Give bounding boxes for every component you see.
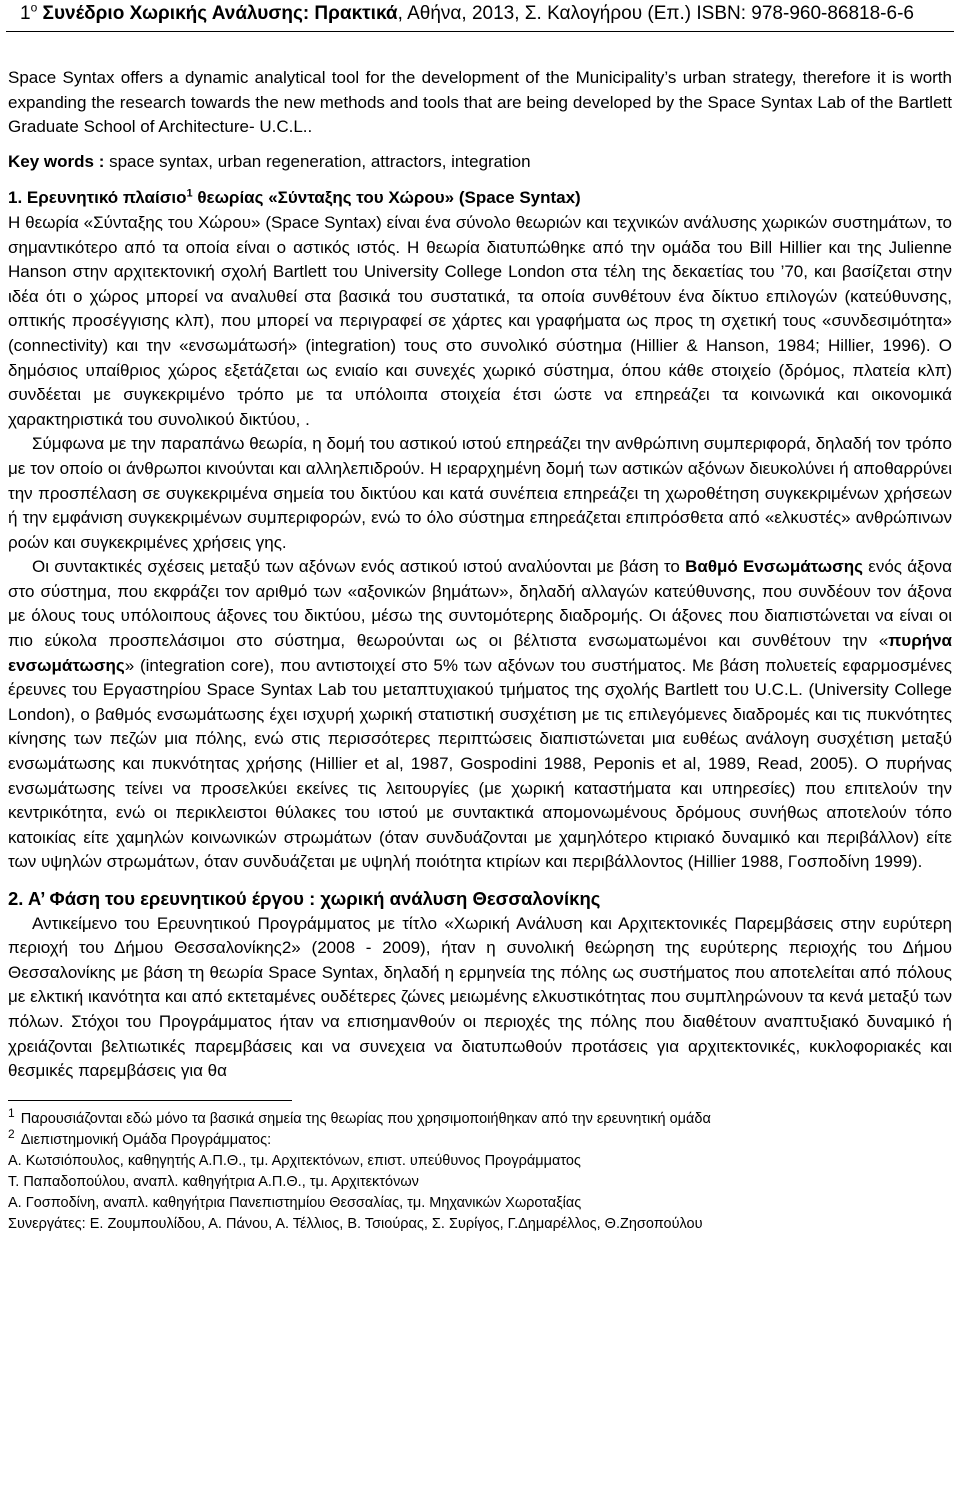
keywords [8,150,952,175]
page-header [20,2,950,28]
p3-bold-term-2: πυρήνα ενσωμάτωσης [8,631,952,675]
team-member: Τ. Παπαδοπούλου, αναπλ. καθηγήτρια Α.Π.Θ., τμ. Αρχιτεκτόνων [8,1173,419,1190]
section-1-number: 1. [8,188,23,208]
team-member: Α. Γοσποδίνη, αναπλ. καθηγήτρια Πανεπιστημίου Θεσσαλίας, τμ. Μηχανικών Χωροταξίας [8,1194,582,1211]
header-number: 1 [20,3,31,24]
section-1-paragraph-1: Η θεωρία «Σύνταξης του Χώρου» (Space Syntax) είναι ένα σύνολο θεωριών και τεχνικών ανάλυσης χωρικών συστημάτων, το σημαντικότερο από τα οποία είναι ο αστικός ιστός. Η θεωρία διατυπώθηκε από την ομάδα του Bill Hillier και της Julienne Hanson στην αρχιτεκτονική σχολή Bartlett του University College London στα τέλη της δεκαετίας του ’70, και βασίζεται στην ιδέα ότι ο χώρος μπορεί να αναλυθεί στα βασικά του συστατικά, τα οποία συνθέτουν ένα δίκτυο επιλογών (κατεύθυνσης, οπτικής προσέγγισης κλπ), που μπορεί να περιγραφεί σε χάρτες και γραφήματα ως προς τη σχετική τους «συνδεσιμότητα» (connectivity) και την «ενσωμάτωσή» (integration) τους στο συνολικό σύστημα (Hillier & Hanson, 1984; Hillier, 1996). Ο δημόσιος υπαίθριος χώρος εξετάζεται ως ενιαίο και συνεχές χωρικό σύστημα, όπου κάθε στοιχείο (δρόμος, πλατεία κλπ) συνδέεται με συγκεκριμένο τρόπο με τα υπόλοιπα στοιχεία έτσι ώστε να επηρεάζει τα κοινωνικά και οικονομικά χαρακτηριστικά του συνολικού δικτύου, . [8,212,953,429]
header-superscript: ο [30,2,38,15]
section-2-title-text: Α’ Φάση του ερευνητικού έργου : χωρική ανάλυση Θεσσαλονίκης [27,888,601,909]
team-member: Α. Κωτσιόπουλος, καθηγητής Α.Π.Θ., τμ. Αρχιτεκτόνων, επιστ. υπεύθυνος Προγράμματος [8,1152,581,1169]
footnote-2 [8,1126,952,1151]
page-body [8,66,952,1235]
section-1-title-a: Ερευνητικό πλαίσιο [26,188,187,208]
section-2-paragraph-1: Αντικείμενο του Ερευνητικού Προγράμματος με τίτλο «Χωρική Ανάλυση και Αρχιτεκτονικές Παρεμβάσεις στην ευρύτερη περιοχή του Δήμου Θεσσαλονίκης2» (2008 - 2009), ήταν η συνολική θεώρηση της ευρύτερης περιοχής του Δήμου Θεσσαλονίκης με βάση τη θεωρία Space Syntax, δηλαδή η ερμηνεία της πόλης ως συστήματος που αποτελείται από πόλους με ελκτική ικανότητα και από εκτεταμένες ουδέτερες ζώνες μειωμένης ελκυστικότητας που συμπληρώνουν τα κενά μεταξύ των πόλων. Στόχοι του Προγράμματος ήταν να επισημανθούν οι περιοχές της πόλης που διαθέτουν αναπτυξιακό δυναμικό ή χρειάζονται βελτιωτικές παρεμβάσεις και να συνεχεια να διατυπωθούν προτάσεις για αρχιτεκτονικές, κυκλοφοριακές και θεσμικές παρεμβάσεις για θα [8,913,952,1081]
header-conference-title: Συνέδριο Χωρικής Ανάλυσης: Πρακτικά [37,3,398,24]
abstract-end: Space Syntax offers a dynamic analytical tool for the development of the Municipality’s urban strategy, therefore it is worth expanding the research towards the new methods and tools that are being developed by the Space Syntax Lab of the Bartlett Graduate School of Architecture- U.C.L.. [8,68,952,137]
section-2-title [8,887,952,912]
footnote-2-number: 2 [8,1126,15,1141]
footnote-1 [8,1105,952,1130]
team-collaborators: Συνεργάτες: Ε. Ζουμπουλίδου, Α. Πάνου, Α. Τέλλιος, Β. Τσιούρας, Σ. Συρίγος, Γ.Δημαρέλλος, Θ.Ζησοπούλου [8,1215,703,1232]
footnote-rule [8,1100,292,1101]
section-1-paragraph-3 [8,555,952,875]
section-1-title [8,186,952,211]
footnote-1-text: Παρουσιάζονται εδώ μόνο τα βασικά σημεία της θεωρίας που χρησιμοποιήθηκαν από την ερευνητική ομάδα [20,1110,711,1127]
p3-text-c: » (integration core), που αντιστοιχεί στο 5% των αξόνων του συστήματος. Με βάση πολυετείς εφαρμοσμένες έρευνες του Εργαστηρίου Space Syntax Lab του μεταπτυχιακού τμήματος της σχολής Bartlett του U.C.L. (University College London), ο βαθμός ενσωμάτωσης έχει ισχυρή χωρική στατιστική συσχέτιση με τις επιλεγόμενες διαδρομές και τις πυκνότητες κίνησης των πεζών μια πόλης, ενώ στις περισσότερες περιπτώσεις διαπιστώνεται μια ευθέως ανάλογη συσχέτιση μεταξύ ενσωμάτωσης και πυκνότητας χρήσης (Hillier et al, 1987, Gospodini 1988, Peponis et al, 1989, Read, 2005). Ο πυρήνας ενσωμάτωσης τείνει να προσελκύει εκείνες τις λειτουργίες (με χωρική καταστήματα και υπηρεσίες) που επιτελούν την κεντρικότητα, ενώ οι περικλειστοι θύλακες του ιστού με συντακτικά απομονωμένους δρόμους συνήθως αποτελούν τόπο κατοικίας είτε χαμηλών κοινωνικών στρωμάτων (όταν συνδυάζονται με χαμηλότερο κτιριακό δυναμικό και περιβάλλον) είτε των υψηλών στρωμάτων, όταν συνδυάζεται με υψηλή ποιότητα κτιρίων και περιβάλλοντος (Hillier 1988, Γοσποδίνη 1999). [8,655,952,872]
footnote-1-number: 1 [8,1105,15,1120]
footnote-ref-1: 1 [186,187,193,200]
p3-bold-term: Βαθμό Ενσωμάτωσης [685,557,863,577]
p3-text-b: ενός άξονα στο σύστημα, που εκφράζει τον αριθμό των «αξονικών βημάτων», δηλαδή αλλαγών κατεύθυνσης, που συνδέουν τον άξονα με όλους τους υπόλοιπους άξονες του δικτύου, μέσω της συντομότερης διαδρομής. Οι άξονες που διαπιστώνεται να είναι οι πιο εύκολα προσπελάσιμοι στο σύστημα, θεωρούνται ως οι βέλτιστα ενσωματωμένοι και συνθέτουν την « [8,557,952,651]
header-rule [6,31,954,32]
p3-text-a: Οι συντακτικές σχέσεις μεταξύ των αξόνων ενός αστικού ιστού αναλύονται με βάση το [32,557,686,577]
keywords-text: space syntax, urban regeneration, attractors, integration [104,151,531,171]
section-1-paragraph-2: Σύμφωνα με την παραπάνω θεωρία, η δομή του αστικού ιστού επηρεάζει την ανθρώπινη συμπεριφορά, δηλαδή τον τρόπο με τον οποίο οι άνθρωποι κινούνται και αλληλεπιδρούν. Η ιεραρχημένη δομή των αστικών αξόνων διευκολύνει ή αποθαρρύνει την προσπέλαση σε συγκεκριμένα σημεία του δικτύου και κατά συνέπεια επηρεάζει τη χωροθέτηση συγκεκριμένων χρήσεων ή την εμφάνιση συγκεκριμένων συμπεριφορών, ενώ το όλο σύστημα επηρεάζεται επιπρόσθετα από «ελκυστές» ανθρώπινων ροών και συγκεκριμένες χρήσεις γης. [8,434,952,552]
section-2-number: 2. [8,888,24,909]
keywords-label: Key words : [8,151,105,171]
footnote-2-text: Διεπιστημονική Ομάδα Προγράμματος: [20,1131,272,1148]
header-details: , Αθήνα, 2013, Σ. Καλογήρου (Επ.) ISBN: 978-960-86818-6-6 [397,3,914,24]
section-1-title-b: θεωρίας «Σύνταξης του Χώρου» (Space Syntax) [192,188,581,208]
